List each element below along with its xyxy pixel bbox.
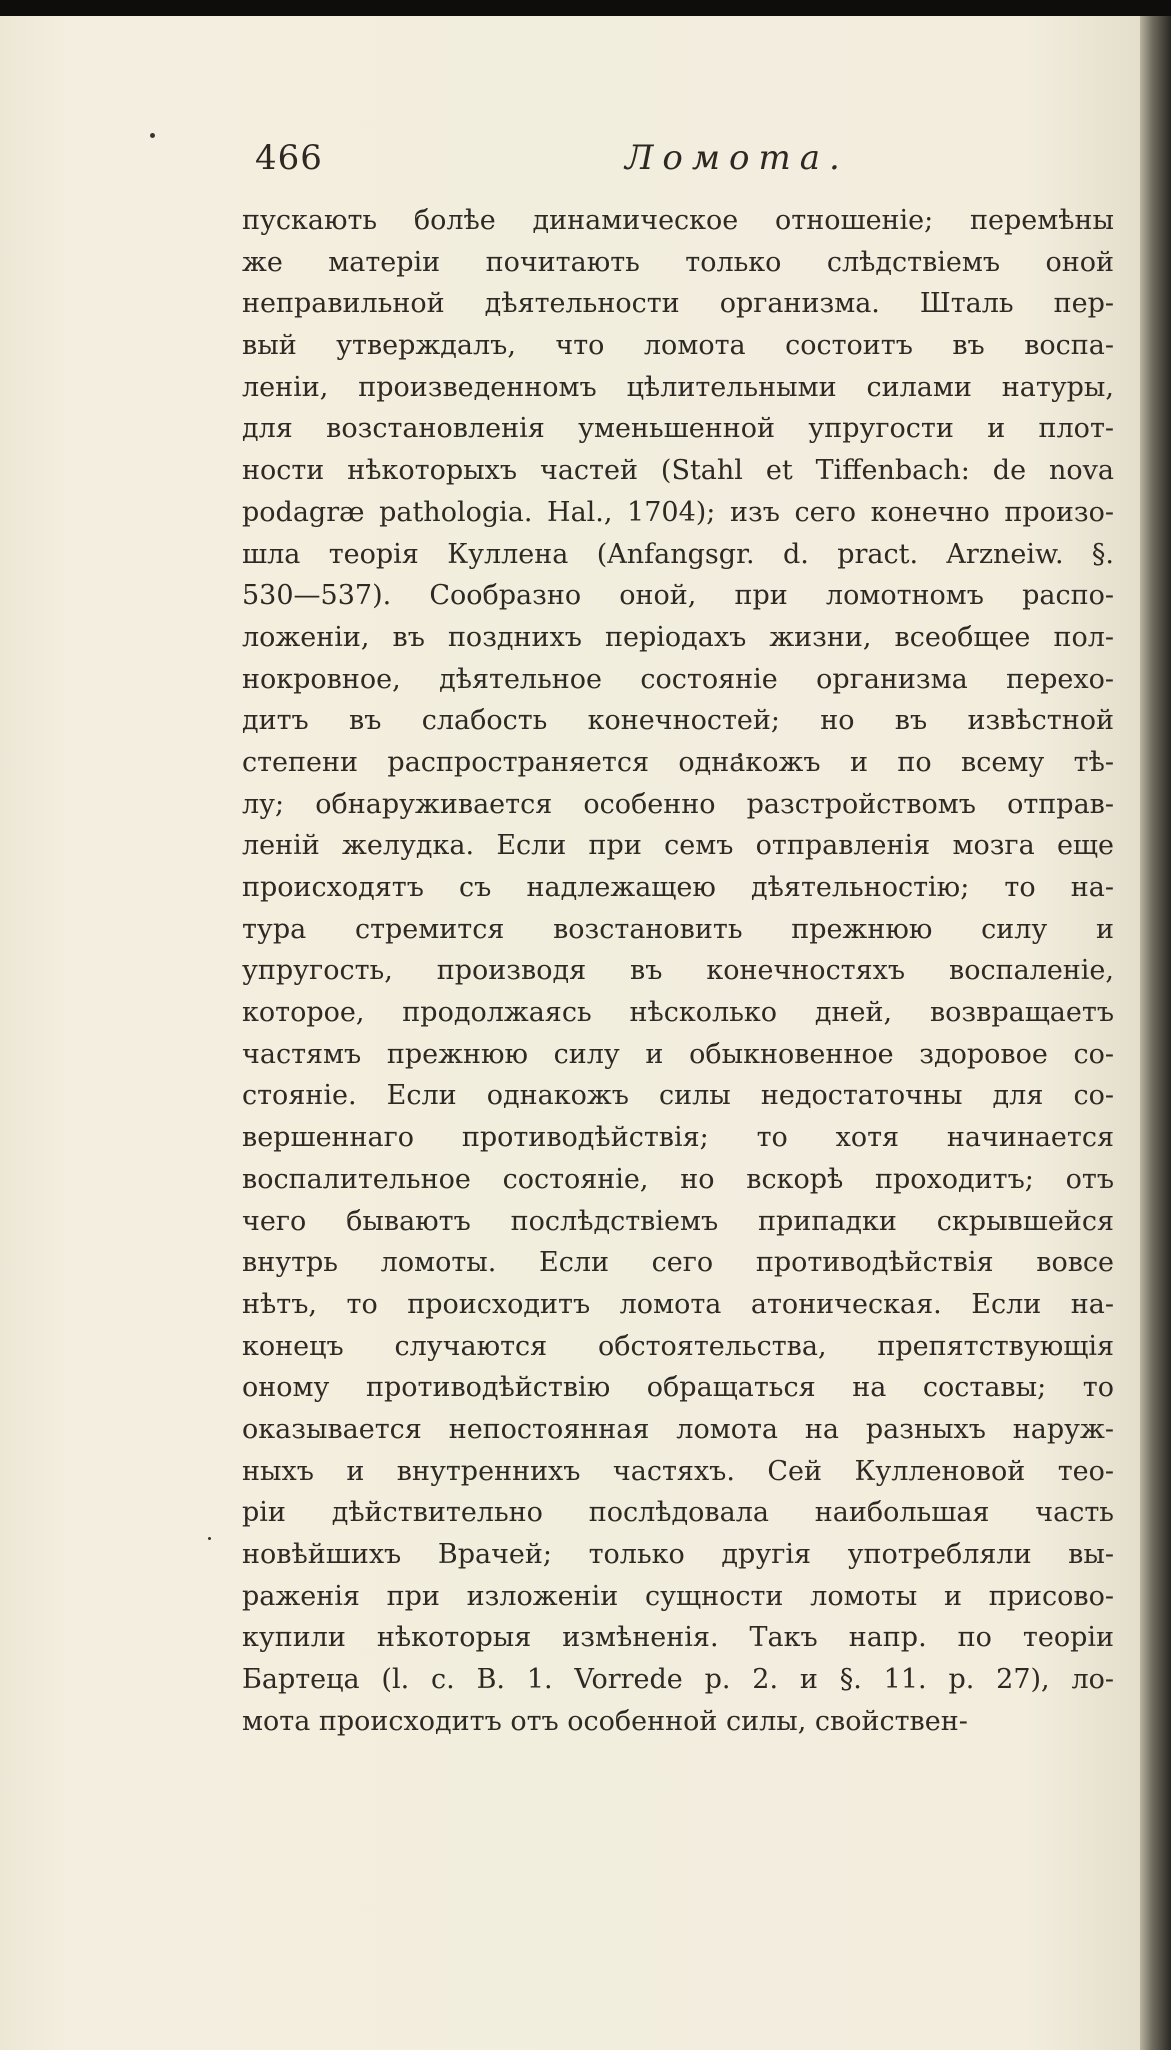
text-line: стояніе. Если однакожъ силы недостаточны для со- [242,1080,1114,1112]
text-line: воспалительное состояніе, но вскорѣ проходитъ; отъ [242,1163,1114,1195]
text-line: происходятъ съ надлежащею дѣятельностію; то на- [242,872,1114,903]
body-text [242,200,1114,1742]
text-line: дитъ въ слабость конечностей; но въ извѣстной [242,705,1114,737]
text-line: оному противодѣйствію обращаться на составы; то [242,1372,1114,1404]
text-line: леній желудка. Если при семъ отправленія мозга еще [242,830,1114,862]
text-line: ныхъ и внутреннихъ частяхъ. Сей Кулленовой тео- [242,1455,1114,1487]
text-line: оказывается непостоянная ломота на разныхъ наруж- [242,1413,1114,1445]
text-line: вершеннаго противодѣйствія; то хотя начинается [242,1122,1114,1154]
text-line: тура стремится возстановить прежнюю силу и [242,913,1114,945]
scan-top-border [0,0,1171,16]
text-line: ріи дѣйствительно послѣдовала наибольшая часть [242,1497,1114,1529]
text-line: купили нѣкоторыя измѣненія. Такъ напр. по теоріи [242,1622,1114,1654]
text-line: 530—537). Сообразно оной, при ломотномъ распо- [242,580,1114,612]
text-line: леніи, произведенномъ цѣлительными силами натуры, [242,371,1114,403]
text-line: упругость, производя въ конечностяхъ воспаленіе, [242,955,1114,987]
page-number: 466 [255,138,323,178]
text-line: для возстановленія уменьшенной упругости и плот- [242,413,1114,445]
text-line: podagræ pathologia. Hal., 1704); изъ сего конечно произо- [242,496,1114,528]
text-line: вый утверждалъ, что ломота состоитъ въ воспа- [242,330,1114,362]
text-line: новѣйшихъ Врачей; только другія употребляли вы- [242,1539,1114,1570]
text-line: внутрь ломоты. Если сего противодѣйствія вовсе [242,1247,1114,1279]
text-line: же матеріи почитають только слѣдствіемъ оной [242,246,1114,278]
text-line: нѣтъ, то происходитъ ломота атоническая. Если на- [242,1288,1114,1320]
text-line: ложеніи, въ позднихъ періодахъ жизни, всеобщее пол- [242,621,1114,653]
text-line: Бартеца (l. c. B. 1. Vorrede p. 2. и §. 11. p. 27), ло- [242,1664,1114,1696]
text-line: раженія при изложеніи сущности ломоты и присово- [242,1580,1114,1612]
text-line: чего бываютъ послѣдствіемъ припадки скрывшейся [242,1205,1114,1237]
text-line: пускають болѣе динамическое отношеніе; перемѣны [242,205,1114,236]
text-line: ности нѣкоторыхъ частей (Stahl et Tiffenbach: de nova [242,455,1114,487]
text-line: степени распространяется однакожъ и по всему тѣ- [242,746,1114,778]
text-line: шла теорія Куллена (Anfangsgr. d. pract. Arzneiw. §. [242,538,1114,570]
text-line: мота происходитъ отъ особенной силы, свойствен- [242,1705,968,1737]
text-line: лу; обнаруживается особенно разстройствомъ отправ- [242,788,1114,820]
text-line: которое, продолжаясь нѣсколько дней, возвращаетъ [242,997,1114,1029]
page-binding-edge [1140,16,1171,2050]
text-line: нокровное, дѣятельное состояніе организма перехо- [242,663,1114,695]
text-line: неправильной дѣятельности организма. Шталь пер- [242,288,1114,320]
page-header [255,138,855,188]
text-line: частямъ прежнюю силу и обыкновенное здоровое со- [242,1038,1114,1070]
text-line: конецъ случаются обстоятельства, препятствующія [242,1330,1114,1362]
running-title: Ломота. [625,138,849,178]
